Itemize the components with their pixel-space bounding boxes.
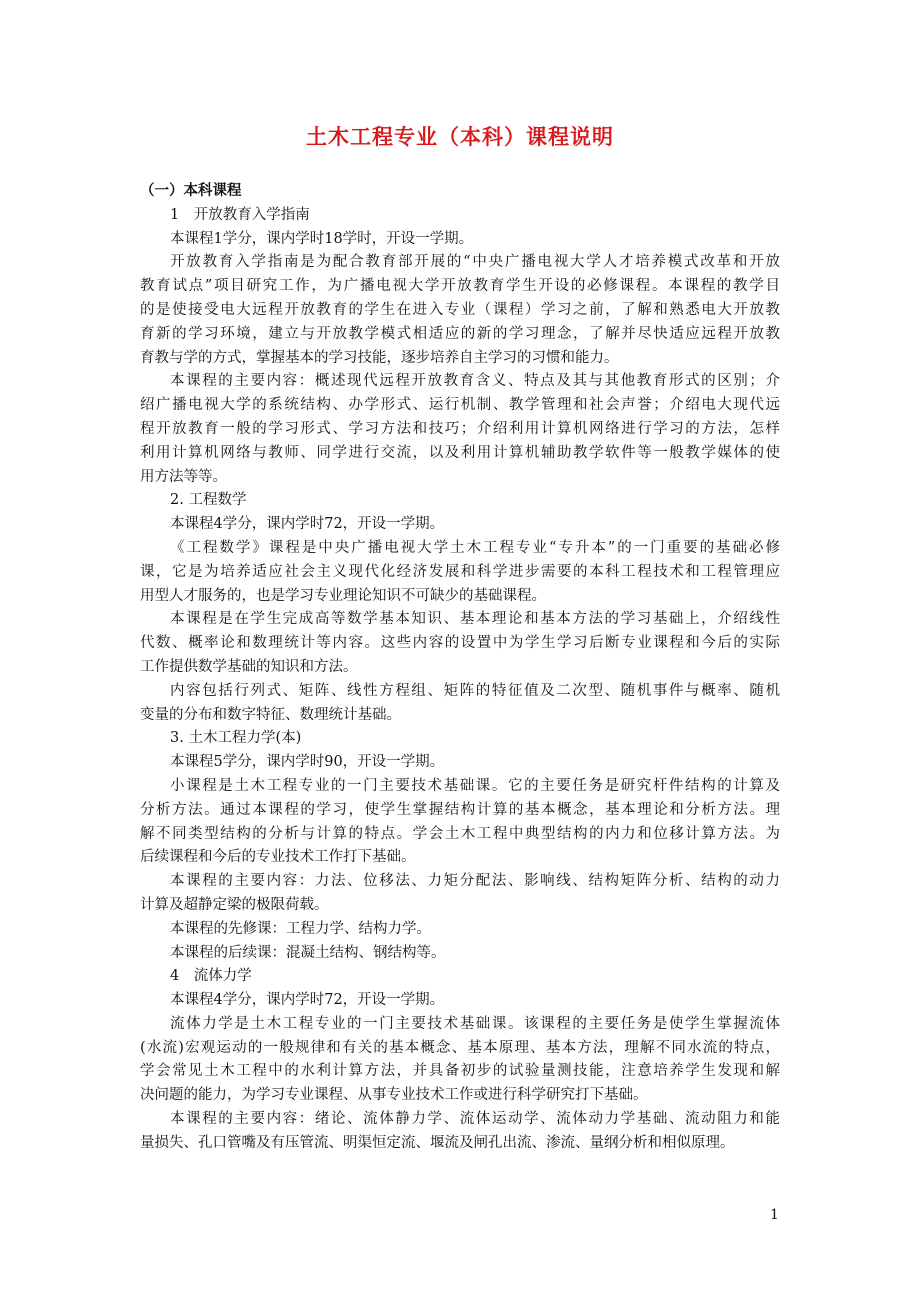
text-line: 工作提供数学基础的知识和方法。 <box>140 658 358 675</box>
text-line: 课，它是为培养适应社会主义现代化经济发展和科学进步需要的本科工程技术和工程管理应 <box>140 563 780 580</box>
text-line: 代数、概率论和数理统计等内容。这些内容的设置中为学生学习后断专业课程和今后的实际 <box>140 635 780 652</box>
text-line-short: 本课程的后续课：混凝土结构、钢结构等。 <box>170 944 446 961</box>
text-line: 用方法等等。 <box>140 468 227 485</box>
text-line: 量损失、孔口管嘴及有压管流、明渠恒定流、堰流及闸孔出流、渗流、量纲分析和相似原理。 <box>140 1134 735 1151</box>
text-line-short: 本课程4学分，课内学时72，开设一学期。 <box>170 516 445 533</box>
text-line: (水流)宏观运动的一般规律和有关的基本概念、基本原理、基本方法，理解不同水流的特点， <box>140 1039 780 1056</box>
text-line: 《工程数学》课程是中央广播电视大学土木工程专业“专升本”的一门重要的基础必修 <box>170 539 780 556</box>
document-body <box>140 180 780 1156</box>
text-line: 教育试点”项目研究工作，为广播电视大学开放教育学生开设的必修课程。本课程的教学目 <box>140 278 780 295</box>
text-line: 决问题的能力，为学习专业课程、从事专业技术工作或进行科学研究打下基础。 <box>140 1087 648 1104</box>
text-line-short: 3. 土木工程力学(本) <box>170 730 302 747</box>
text-line: 育教与学的方式，掌握基本的学习技能，逐步培养自主学习的习惯和能力。 <box>140 349 619 366</box>
text-line: 程开放教育一般的学习形式、学习方法和技巧；介绍利用计算机网络进行学习的方法，怎样 <box>140 420 780 437</box>
text-line: 的是使接受电大远程开放教育的学生在进入专业（课程）学习之前，了解和熟悉电大开放教 <box>140 301 780 318</box>
text-line: 学会常见土木工程中的水利计算方法，并具备初步的试验量测技能，注意培养学生发现和解 <box>140 1063 780 1080</box>
text-line: 绍广播电视大学的系统结构、办学形式、运行机制、教学管理和社会声誉；介绍电大现代远 <box>140 397 780 414</box>
text-line: 解不同类型结构的分析与计算的特点。学会土木工程中典型结构的内力和位移计算方法。为 <box>140 825 780 842</box>
text-line: 流体力学是土木工程专业的一门主要技术基础课。该课程的主要任务是使学生掌握流体 <box>170 1015 780 1032</box>
text-line: 计算及超静定梁的极限荷载。 <box>140 896 329 913</box>
text-line: 用型人才服务的，也是学习专业理论知识不可缺少的基础课程。 <box>140 587 546 604</box>
text-line-short: 本课程1学分，课内学时18学时，开设一学期。 <box>170 230 474 247</box>
text-line: 小课程是土木工程专业的一门主要技术基础课。它的主要任务是研究杆件结构的计算及 <box>170 777 780 794</box>
text-line: 内容包括行列式、矩阵、线性方程组、矩阵的特征值及二次型、随机事件与概率、随机 <box>170 682 780 699</box>
text-line-short: 4 流体力学 <box>170 968 252 985</box>
text-line: 育新的学习环境，建立与开放教学模式相适应的新的学习理念，了解并尽快适应远程开放教 <box>140 325 780 342</box>
text-line-short: 本课程4学分，课内学时72，开设一学期。 <box>170 992 445 1009</box>
text-line-short: 本课程5学分，课内学时90，开设一学期。 <box>170 754 445 771</box>
section-heading: （一）本科课程 <box>140 183 242 199</box>
text-line: 本课程的主要内容：力法、位移法、力矩分配法、影响线、结构矩阵分析、结构的动力 <box>170 873 780 890</box>
text-line-short: 1 开放教育入学指南 <box>170 206 310 223</box>
page-number: 1 <box>770 1207 779 1223</box>
text-line-short: 2. 工程数学 <box>170 492 247 509</box>
text-line: 利用计算机网络与教师、同学进行交流，以及利用计算机辅助教学软件等一般教学媒体的使 <box>140 444 780 461</box>
text-line: 开放教育入学指南是为配合教育部开展的“中央广播电视大学人才培养模式改革和开放 <box>170 254 780 271</box>
text-line: 本课程的主要内容：绪论、流体静力学、流体运动学、流体动力学基础、流动阻力和能 <box>170 1111 780 1128</box>
text-line: 变量的分布和数字特征、数理统计基础。 <box>140 706 401 723</box>
document-title: 土木工程专业（本科）课程说明 <box>306 125 614 149</box>
text-line-short: 本课程的先修课：工程力学、结构力学。 <box>170 920 431 937</box>
text-line: 分析方法。通过本课程的学习，使学生掌握结构计算的基本概念，基本理论和分析方法。理 <box>140 801 780 818</box>
text-line: 本课程的主要内容：概述现代远程开放教育含义、特点及其与其他教育形式的区别；介 <box>170 373 780 390</box>
text-line: 本课程是在学生完成高等数学基本知识、基本理论和基本方法的学习基础上，介绍线性 <box>170 611 780 628</box>
text-line: 后续课程和今后的专业技术工作打下基础。 <box>140 849 416 866</box>
